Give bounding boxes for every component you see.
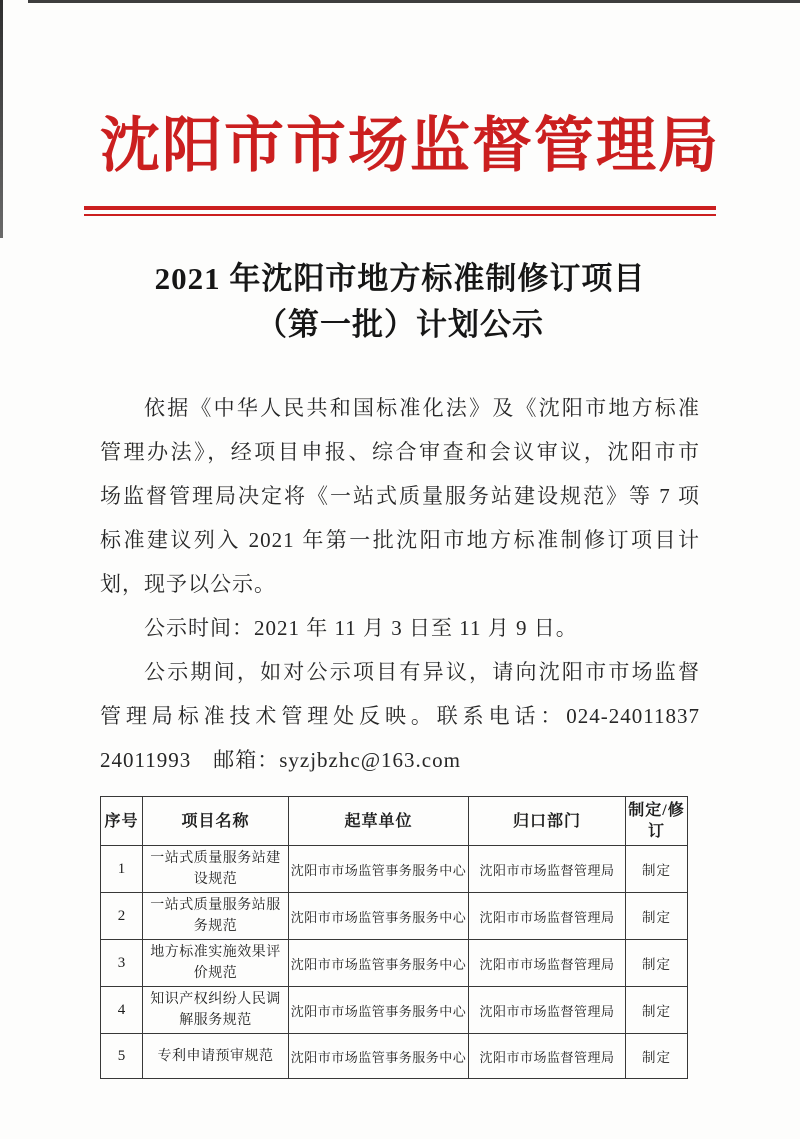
document-body	[100, 386, 700, 782]
table-header-cell-dept: 归口部门	[469, 797, 626, 846]
body-line: 公示期间，如对公示项目有异议，请向沈阳市市场监督	[144, 660, 700, 684]
table-header-cell-index: 序号	[101, 797, 143, 846]
table-cell-dept: 沈阳市市场监督管理局	[469, 1034, 626, 1079]
scan-artifact-left-edge	[0, 0, 3, 238]
table-cell-project-name: 一站式质量服务站建设规范	[143, 846, 289, 893]
table-cell-index: 3	[101, 940, 143, 987]
body-line: 管理办法》，经项目申报、综合审查和会议审议，沈阳市市	[100, 440, 700, 464]
table-cell-dept: 沈阳市市场监督管理局	[469, 893, 626, 940]
document-title-line2: （第一批）计划公示	[256, 307, 544, 342]
document-title	[100, 256, 700, 348]
table-cell-index: 5	[101, 1034, 143, 1079]
table-cell-project-name: 地方标准实施效果评价规范	[143, 940, 289, 987]
table-cell-drafting-unit: 沈阳市市场监管事务服务中心	[289, 940, 469, 987]
table-cell-drafting-unit: 沈阳市市场监管事务服务中心	[289, 1034, 469, 1079]
table-row	[101, 846, 688, 893]
table-row	[101, 987, 688, 1034]
body-line: 划，现予以公示。	[100, 572, 276, 596]
body-line: 依据《中华人民共和国标准化法》及《沈阳市地方标准	[144, 396, 700, 420]
table-cell-index: 2	[101, 893, 143, 940]
body-line: 24011993 邮箱：syzjbzhc@163.com	[100, 748, 461, 772]
projects-table	[100, 796, 688, 1079]
table-header-cell-drafting-unit: 起草单位	[289, 797, 469, 846]
table-header-row	[101, 797, 688, 846]
body-line: 场监督管理局决定将《一站式质量服务站建设规范》等 7 项	[100, 484, 700, 508]
paragraph-basis	[100, 386, 700, 606]
table-cell-project-name: 专利申请预审规范	[143, 1034, 289, 1079]
paragraph-contact	[100, 650, 700, 782]
document-content	[100, 0, 720, 1079]
table-cell-index: 4	[101, 987, 143, 1034]
table-header-cell-type: 制定/修订	[626, 797, 688, 846]
table-cell-project-name: 知识产权纠纷人民调解服务规范	[143, 987, 289, 1034]
letterhead-org-title: 沈阳市市场监督管理局	[100, 113, 720, 179]
table-cell-dept: 沈阳市市场监督管理局	[469, 987, 626, 1034]
table-cell-type: 制定	[626, 846, 688, 893]
table-header-cell-project-name: 项目名称	[143, 797, 289, 846]
body-line: 标准建议列入 2021 年第一批沈阳市地方标准制修订项目计	[100, 528, 700, 552]
table-cell-type: 制定	[626, 893, 688, 940]
table-cell-type: 制定	[626, 940, 688, 987]
table-cell-drafting-unit: 沈阳市市场监管事务服务中心	[289, 987, 469, 1034]
document-title-line1: 2021 年沈阳市地方标准制修订项目	[154, 261, 646, 296]
table-cell-type: 制定	[626, 1034, 688, 1079]
table-cell-project-name: 一站式质量服务站服务规范	[143, 893, 289, 940]
red-rule-thin	[84, 214, 716, 216]
body-line: 管理局标准技术管理处反映。联系电话：024-24011837	[100, 704, 700, 728]
table-row	[101, 940, 688, 987]
table-cell-dept: 沈阳市市场监督管理局	[469, 940, 626, 987]
paragraph-publicity-period	[100, 606, 700, 650]
letterhead-divider	[84, 206, 716, 216]
table-cell-type: 制定	[626, 987, 688, 1034]
body-line: 公示时间：2021 年 11 月 3 日至 11 月 9 日。	[144, 616, 578, 640]
table-cell-drafting-unit: 沈阳市市场监管事务服务中心	[289, 893, 469, 940]
red-rule-thick	[84, 206, 716, 210]
table-cell-index: 1	[101, 846, 143, 893]
table-row	[101, 1034, 688, 1079]
table-cell-dept: 沈阳市市场监督管理局	[469, 846, 626, 893]
table-cell-drafting-unit: 沈阳市市场监管事务服务中心	[289, 846, 469, 893]
table-row	[101, 893, 688, 940]
